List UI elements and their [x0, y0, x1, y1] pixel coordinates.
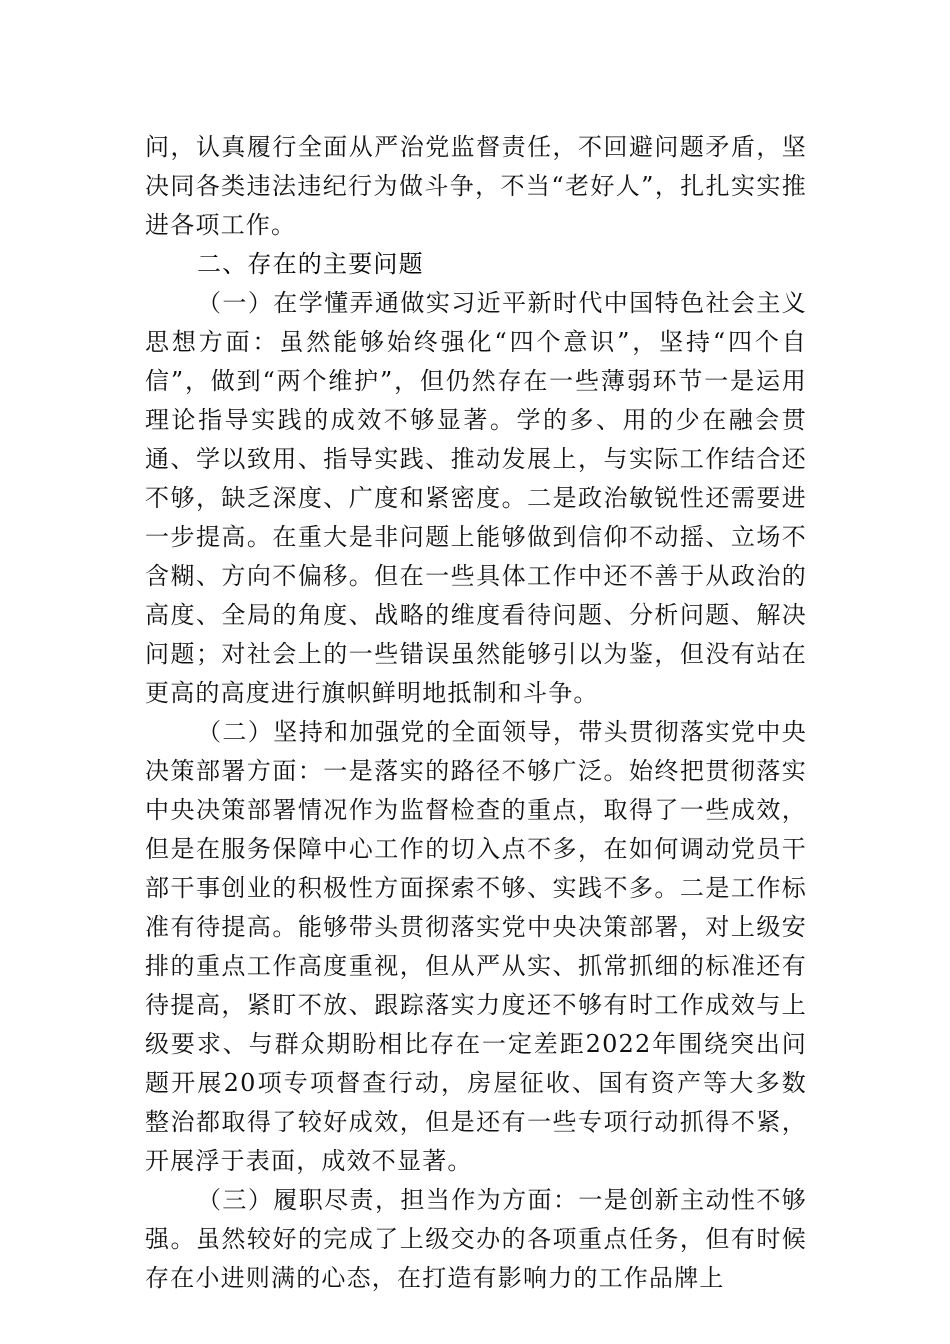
section-heading: 二、存在的主要问题 — [197, 250, 424, 278]
paragraph-continued: 问，认真履行全面从严治党监督责任，不回避问题矛盾，坚决同各类违法违纪行为做斗争，不当“老好人”，扎扎实实推进各项工作。 — [145, 133, 807, 239]
paragraph-item-1: （一）在学懂弄通做实习近平新时代中国特色社会主义思想方面：虽然能够始终强化“四个意识”，坚持“四个自信”，做到“两个维护”，但仍然存在一些薄弱环节一是运用理论指导实践的成效不够显著。学的多、用的少在融会贯通、学以致用、指导实践、推动发展上，与实际工作结合还不够，缺乏深度、广度和紧密度。二是政治敏锐性还需要进一步提高。在重大是非问题上能够做到信仰不动摇、立场不含糊、方向不偏移。但在一些具体工作中还不善于从政治的高度、全局的角度、战略的维度看待问题、分析问题、解决问题；对社会上的一些错误虽然能够引以为鉴，但没有站在更高的高度进行旗帜鲜明地抵制和斗争。 — [145, 289, 807, 707]
paragraph-item-3: （三）履职尽责，担当作为方面：一是创新主动性不够强。虽然较好的完成了上级交办的各项重点任务，但有时候存在小进则满的心态，在打造有影响力的工作品牌上 — [145, 1186, 807, 1292]
document-body — [145, 128, 807, 1298]
paragraph-item-2: （二）坚持和加强党的全面领导，带头贯彻落实党中央决策部署方面：一是落实的路径不够广泛。始终把贯彻落实中央决策部署情况作为监督检查的重点，取得了一些成效，但是在服务保障中心工作的切入点不多，在如何调动党员干部干事创业的积极性方面探索不够、实践不多。二是工作标准有待提高。能够带头贯彻落实党中央决策部署，对上级安排的重点工作高度重视，但从严从实、抓常抓细的标准还有待提高，紧盯不放、跟踪落实力度还不够有时工作成效与上级要求、与群众期盼相比存在一定差距2022年围绕突出问题开展20项专项督查行动，房屋征收、国有资产等大多数整治都取得了较好成效，但是还有一些专项行动抓得不紧，开展浮于表面，成效不显著。 — [145, 718, 807, 1175]
